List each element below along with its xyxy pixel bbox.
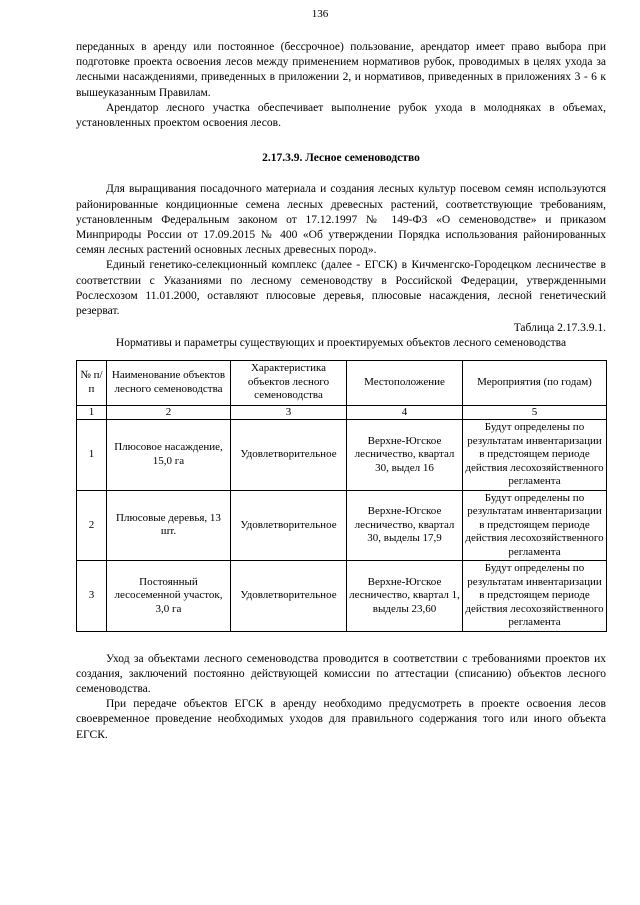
table-cell: Будут определены по результатам инвентаризации в предстоящем периоде действия лесохозяйственного регламента bbox=[463, 561, 607, 632]
table-cell: Удовлетворительное bbox=[231, 490, 347, 561]
table-cell: Будут определены по результатам инвентаризации в предстоящем периоде действия лесохозяйственного регламента bbox=[463, 420, 607, 491]
closing-paragraph: Уход за объектами лесного семеноводства проводится в соответствии с требованиями проектов их создания, заключений постоянно действующей комиссии по аттестации (списанию) объектов лесного семеноводства. bbox=[76, 652, 606, 696]
table-row bbox=[77, 490, 607, 561]
column-number: 3 bbox=[231, 405, 347, 420]
table-row bbox=[77, 561, 607, 632]
intro-paragraph-continued: переданных в аренду или постоянное (бессрочное) пользование, арендатор имеет право выбора при подготовке проекта освоения лесов между применением нормативов рубок, проводимых в целях ухода за лесными насаждениями, приведенных в приложении 2, и нормативов, приведенных в приложениях 3 - 6 к вышеуказанным Правилам. bbox=[76, 41, 606, 99]
table-cell: Удовлетворительное bbox=[231, 561, 347, 632]
column-number: 4 bbox=[347, 405, 463, 420]
table-header-row bbox=[77, 360, 607, 405]
table-cell: 3 bbox=[77, 561, 107, 632]
table-cell: Будут определены по результатам инвентаризации в предстоящем периоде действия лесохозяйственного регламента bbox=[463, 490, 607, 561]
table-cell: Верхне-Югское лесничество, квартал 30, выдел 16 bbox=[347, 420, 463, 491]
column-header: № п/п bbox=[77, 360, 107, 405]
section-paragraph: Единый генетико-селекционный комплекс (далее - ЕГСК) в Кичменгско-Городецком лесничестве в соответствии с Указаниями по лесному семеноводству в Российской Федерации, утвержденными Рослесхозом 11.01.2000, оставляют плюсовые деревья, плюсовые насаждения, лесной генетический резерват. bbox=[76, 259, 606, 318]
column-header: Местоположение bbox=[347, 360, 463, 405]
table-cell: Плюсовое насаждение, 15,0 га bbox=[107, 420, 231, 491]
document-body bbox=[76, 40, 606, 743]
column-number: 2 bbox=[107, 405, 231, 420]
table-cell: Верхне-Югское лесничество, квартал 30, выделы 17,9 bbox=[347, 490, 463, 561]
column-number: 5 bbox=[463, 405, 607, 420]
page-number: 136 bbox=[311, 8, 329, 20]
column-header: Наименование объектов лесного семеноводства bbox=[107, 360, 231, 405]
closing-paragraph: При передаче объектов ЕГСК в аренду необходимо предусмотреть в проекте освоения лесов своевременное проведение необходимых уходов для правильного содержания того или иного объекта ЕГСК. bbox=[76, 698, 606, 741]
table-cell: Плюсовые деревья, 13 шт. bbox=[107, 490, 231, 561]
table-cell: Удовлетворительное bbox=[231, 420, 347, 491]
table-cell: Постоянный лесосеменной участок, 3,0 га bbox=[107, 561, 231, 632]
intro-paragraph: Арендатор лесного участка обеспечивает выполнение рубок ухода в молодняках в объемах, установленных проектом освоения лесов. bbox=[76, 101, 606, 130]
table-number: Таблица 2.17.3.9.1. bbox=[513, 322, 606, 335]
table-cell: Верхне-Югское лесничество, квартал 1, выделы 23,60 bbox=[347, 561, 463, 632]
column-header: Мероприятия (по годам) bbox=[463, 360, 607, 405]
column-number: 1 bbox=[77, 405, 107, 420]
column-header: Характеристика объектов лесного семеноводства bbox=[231, 360, 347, 405]
seed-objects-table bbox=[76, 360, 607, 632]
table-cell: 1 bbox=[77, 420, 107, 491]
table-row bbox=[77, 420, 607, 491]
column-number-row bbox=[77, 405, 607, 420]
table-title: Нормативы и параметры существующих и проектируемых объектов лесного семеноводства bbox=[115, 337, 567, 350]
section-title: 2.17.3.9. Лесное семеноводство bbox=[262, 152, 420, 165]
section-paragraph: Для выращивания посадочного материала и создания лесных культур посевом семян используются районированные кондиционные семена лесных древесных растений, соответствующие требованиям, установленным Федеральным законом от 17.12.1997 № 149-ФЗ «О семеноводстве» и приказом Минприроды России от 17.09.2015 № 400 «Об утверждении Порядка использования районированных семян лесных растений основных лесных древесных пород». bbox=[76, 183, 606, 257]
table-cell: 2 bbox=[77, 490, 107, 561]
